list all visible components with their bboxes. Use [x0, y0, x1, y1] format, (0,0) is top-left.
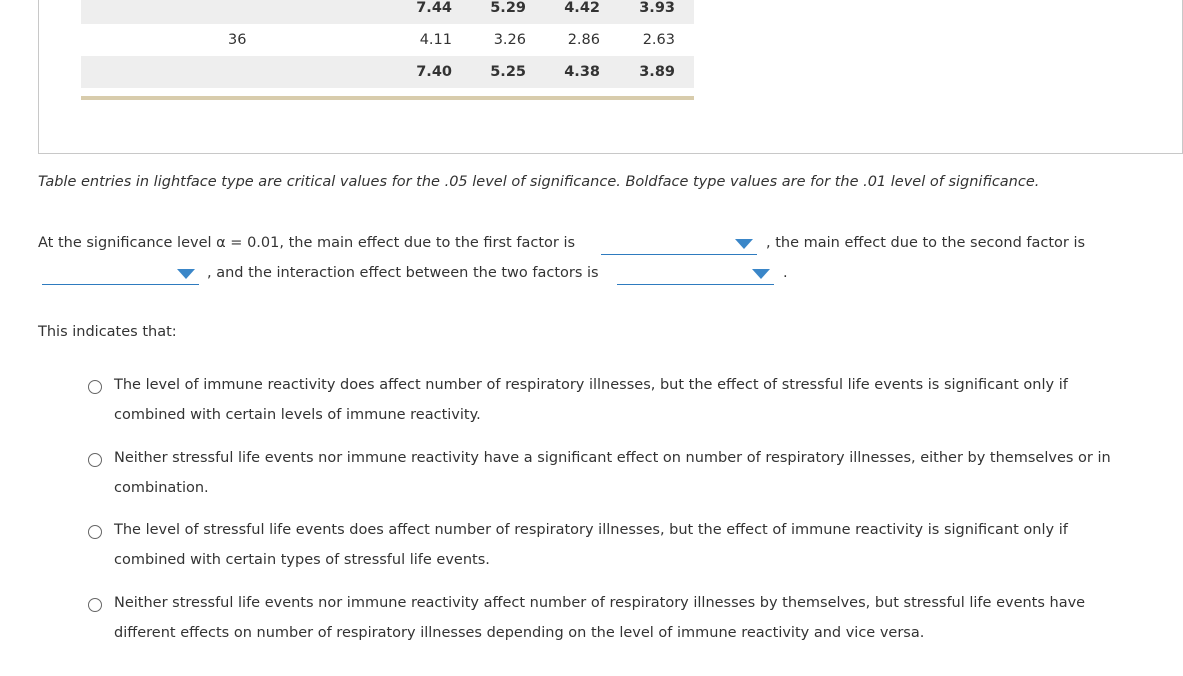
- caret-down-icon: [177, 269, 195, 279]
- answer-option-line: Neither stressful life events nor immune reactivity have a significant effect on number of respiratory illnesses, either by themselves or in: [114, 450, 1111, 466]
- first-factor-dropdown[interactable]: [601, 232, 757, 255]
- critical-values-table: [81, 0, 694, 96]
- value-cell: 3.89: [639, 64, 675, 80]
- value-cell: 7.40: [416, 64, 452, 80]
- table-footnote: Table entries in lightface type are critical values for the .05 level of significance. Boldface type values are for the .01 level of significance.: [38, 174, 1040, 190]
- answer-option-line: The level of immune reactivity does affect number of respiratory illnesses, but the effect of stressful life events is significant only if: [114, 377, 1068, 393]
- question-text-part1: At the significance level α = 0.01, the main effect due to the first factor is: [38, 235, 576, 251]
- value-cell: 2.86: [567, 32, 600, 48]
- answer-option-line: The level of stressful life events does affect number of respiratory illnesses, but the effect of immune reactivity is significant only if: [114, 522, 1068, 538]
- radio-button[interactable]: [88, 598, 102, 612]
- answer-option-text: [114, 588, 1164, 648]
- caret-down-icon: [752, 269, 770, 279]
- answer-option-text: [114, 515, 1164, 575]
- value-cell: 7.44: [416, 0, 452, 16]
- radio-button[interactable]: [88, 525, 102, 539]
- table-bottom-rule: [81, 96, 694, 100]
- second-factor-dropdown[interactable]: [42, 262, 199, 285]
- table-row: [81, 24, 694, 56]
- table-row: [81, 56, 694, 88]
- value-cell: 3.93: [639, 0, 675, 16]
- question-text-part2: , the main effect due to the second factor is: [766, 235, 1086, 251]
- value-cell: 4.42: [564, 0, 600, 16]
- caret-down-icon: [735, 239, 753, 249]
- value-cell: 2.63: [642, 32, 675, 48]
- answer-option-line: combined with certain levels of immune reactivity.: [114, 407, 481, 423]
- radio-button[interactable]: [88, 453, 102, 467]
- value-cell: 4.38: [564, 64, 600, 80]
- table-row: [81, 0, 694, 24]
- value-cell: 4.11: [419, 32, 452, 48]
- df-cell: 36: [228, 32, 247, 48]
- answer-option-line: combined with certain types of stressful life events.: [114, 552, 490, 568]
- indicates-label: This indicates that:: [38, 324, 177, 340]
- question-text-part3: , and the interaction effect between the two factors is: [207, 265, 599, 281]
- answer-option-line: different effects on number of respiratory illnesses depending on the level of immune reactivity and vice versa.: [114, 625, 925, 641]
- answer-option-text: [114, 443, 1164, 503]
- question-text-part4: .: [783, 265, 788, 281]
- answer-option-text: [114, 370, 1164, 430]
- interaction-effect-dropdown[interactable]: [617, 262, 774, 285]
- value-cell: 5.29: [490, 0, 526, 16]
- value-cell: 5.25: [490, 64, 526, 80]
- radio-button[interactable]: [88, 380, 102, 394]
- answer-option-line: Neither stressful life events nor immune reactivity affect number of respiratory illnesses by themselves, but stressful life events have: [114, 595, 1086, 611]
- answer-option-line: combination.: [114, 480, 209, 496]
- value-cell: 3.26: [493, 32, 526, 48]
